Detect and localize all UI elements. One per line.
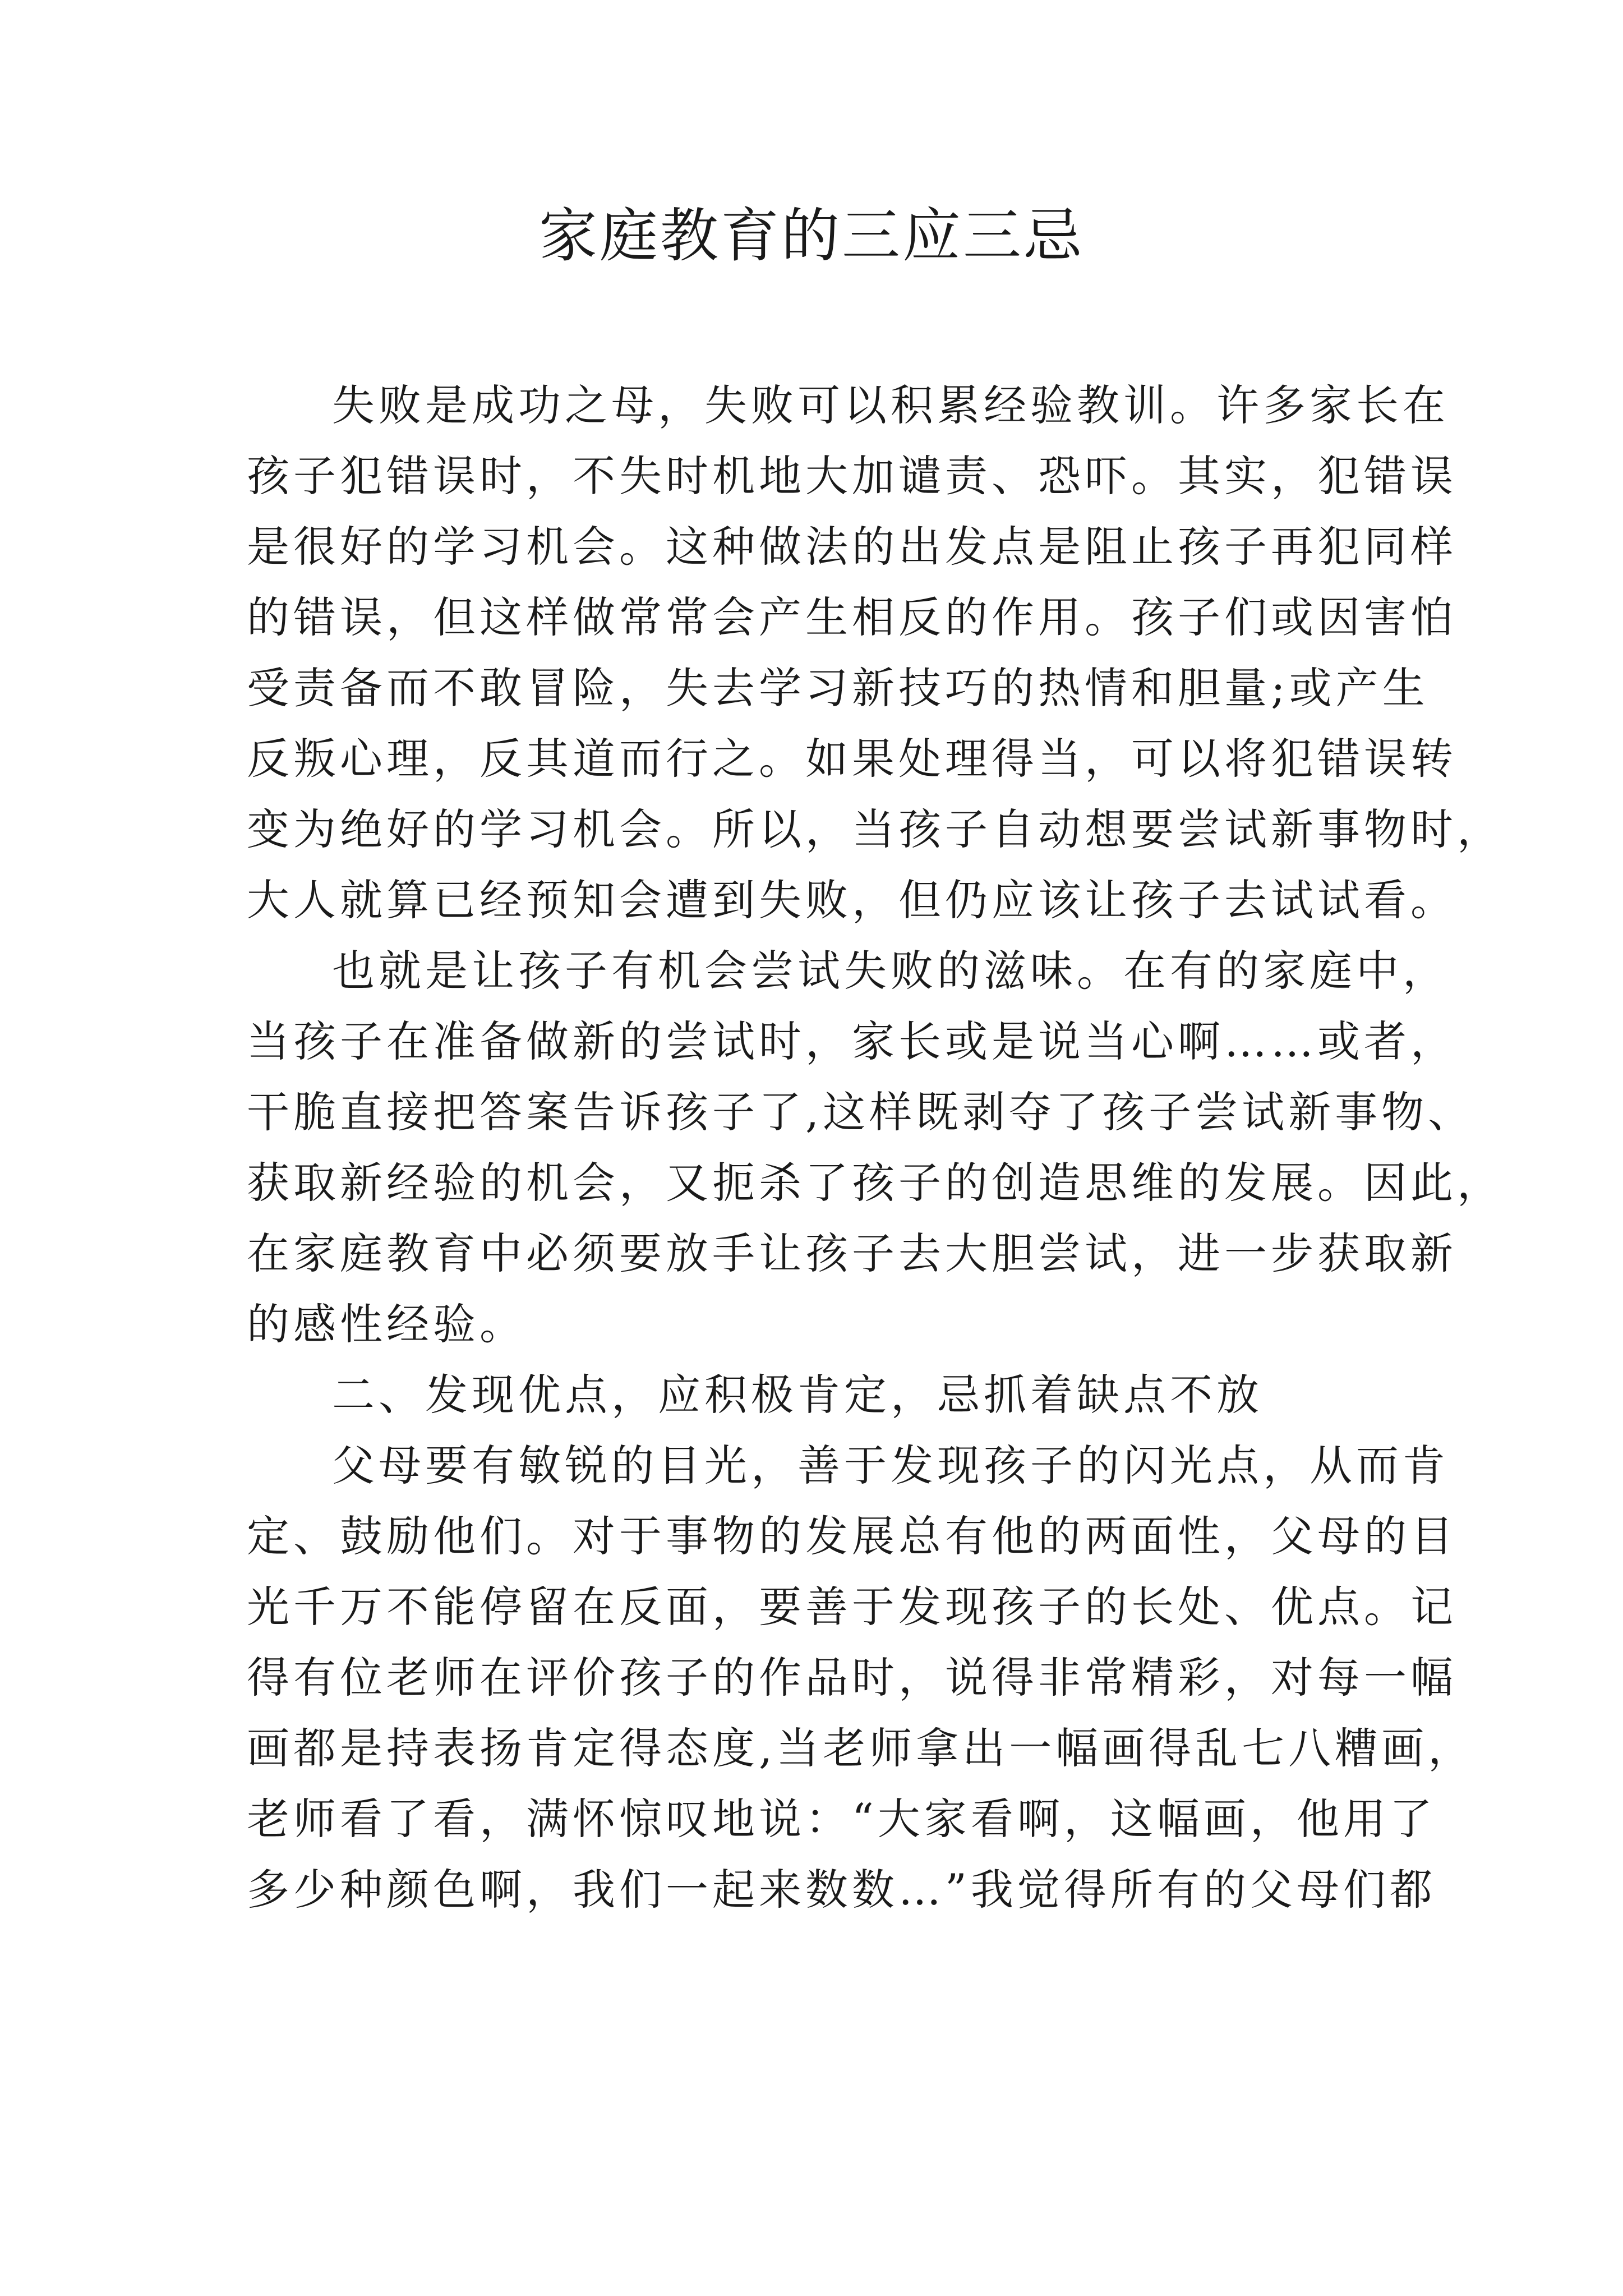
paragraph-strengths — [247, 1430, 1475, 1925]
text-line: 失败是成功之母，失败可以积累经验教训。许多家长在 — [332, 380, 1449, 430]
text-line: 干脆直接把答案告诉孩子了,这样既剥夺了孩子尝试新事物、 — [247, 1087, 1475, 1137]
text-line: 画都是持表扬肯定得态度,当老师拿出一幅画得乱七八糟画， — [247, 1723, 1475, 1773]
text-line: 光千万不能停留在反面，要善于发现孩子的长处、优点。记 — [247, 1582, 1457, 1632]
text-line: 获取新经验的机会，又扼杀了孩子的创造思维的发展。因此， — [247, 1158, 1504, 1208]
document-body — [247, 370, 1504, 1925]
paragraph-failure — [247, 370, 1504, 936]
text-line: 的感性经验。 — [247, 1299, 526, 1349]
text-line: 变为绝好的学习机会。所以，当孩子自动想要尝试新事物时， — [247, 804, 1504, 854]
text-line: 受责备而不敢冒险，失去学习新技巧的热情和胆量;或产生 — [247, 663, 1429, 713]
text-line: 得有位老师在评价孩子的作品时，说得非常精彩，对每一幅 — [247, 1653, 1457, 1703]
text-line: 的错误，但这样做常常会产生相反的作用。孩子们或因害怕 — [247, 592, 1457, 642]
text-line: 多少种颜色啊，我们一起来数数…”我觉得所有的父母们都 — [247, 1865, 1436, 1915]
text-line: 定、鼓励他们。对于事物的发展总有他的两面性，父母的目 — [247, 1511, 1457, 1561]
text-line: 父母要有敏锐的目光，善于发现孩子的闪光点，从而肯 — [332, 1441, 1449, 1490]
section-heading-text: 二、发现优点，应积极肯定，忌抓着缺点不放 — [332, 1370, 1263, 1420]
text-line: 反叛心理，反其道而行之。如果处理得当，可以将犯错误转 — [247, 734, 1457, 784]
text-line: 在家庭教育中必须要放手让孩子去大胆尝试，进一步获取新 — [247, 1228, 1457, 1278]
section-heading-two — [247, 1360, 1391, 1430]
text-line: 孩子犯错误时，不失时机地大加谴责、恐吓。其实，犯错误 — [247, 451, 1457, 501]
text-line: 老师看了看，满怀惊叹地说：“大家看啊，这幅画，他用了 — [247, 1794, 1436, 1844]
document-title: 家庭教育的三应三忌 — [538, 201, 1084, 270]
text-line: 也就是让孩子有机会尝试失败的滋味。在有的家庭中， — [332, 946, 1449, 996]
text-line: 大人就算已经预知会遭到失败，但仍应该让孩子去试试看。 — [247, 875, 1457, 925]
text-line: 是很好的学习机会。这种做法的出发点是阻止孩子再犯同样 — [247, 522, 1457, 572]
text-line: 当孩子在准备做新的尝试时，家长或是说当心啊……或者， — [247, 1016, 1457, 1066]
paragraph-try-failure — [247, 936, 1504, 1360]
